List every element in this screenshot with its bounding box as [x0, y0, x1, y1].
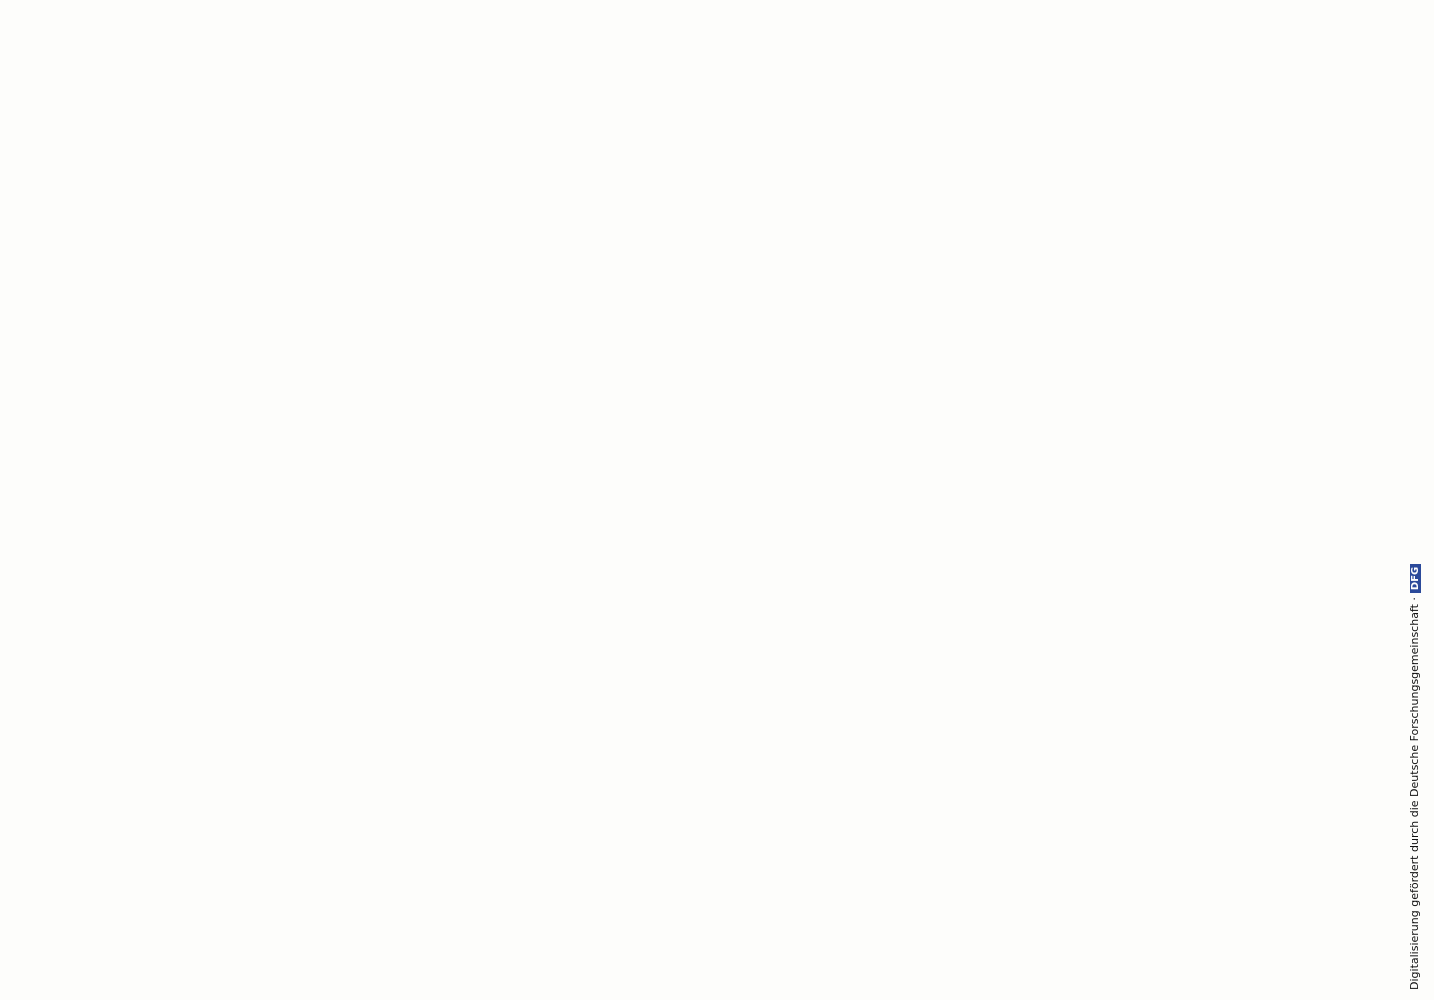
dfg-text: Digitalisierung gefördert durch die Deutsche Forschungsgemeinschaft ·	[1408, 597, 1421, 990]
dfg-watermark	[1408, 10, 1428, 990]
dfg-logo: DFG	[1410, 564, 1421, 593]
dfg-text-line	[1408, 10, 1421, 990]
